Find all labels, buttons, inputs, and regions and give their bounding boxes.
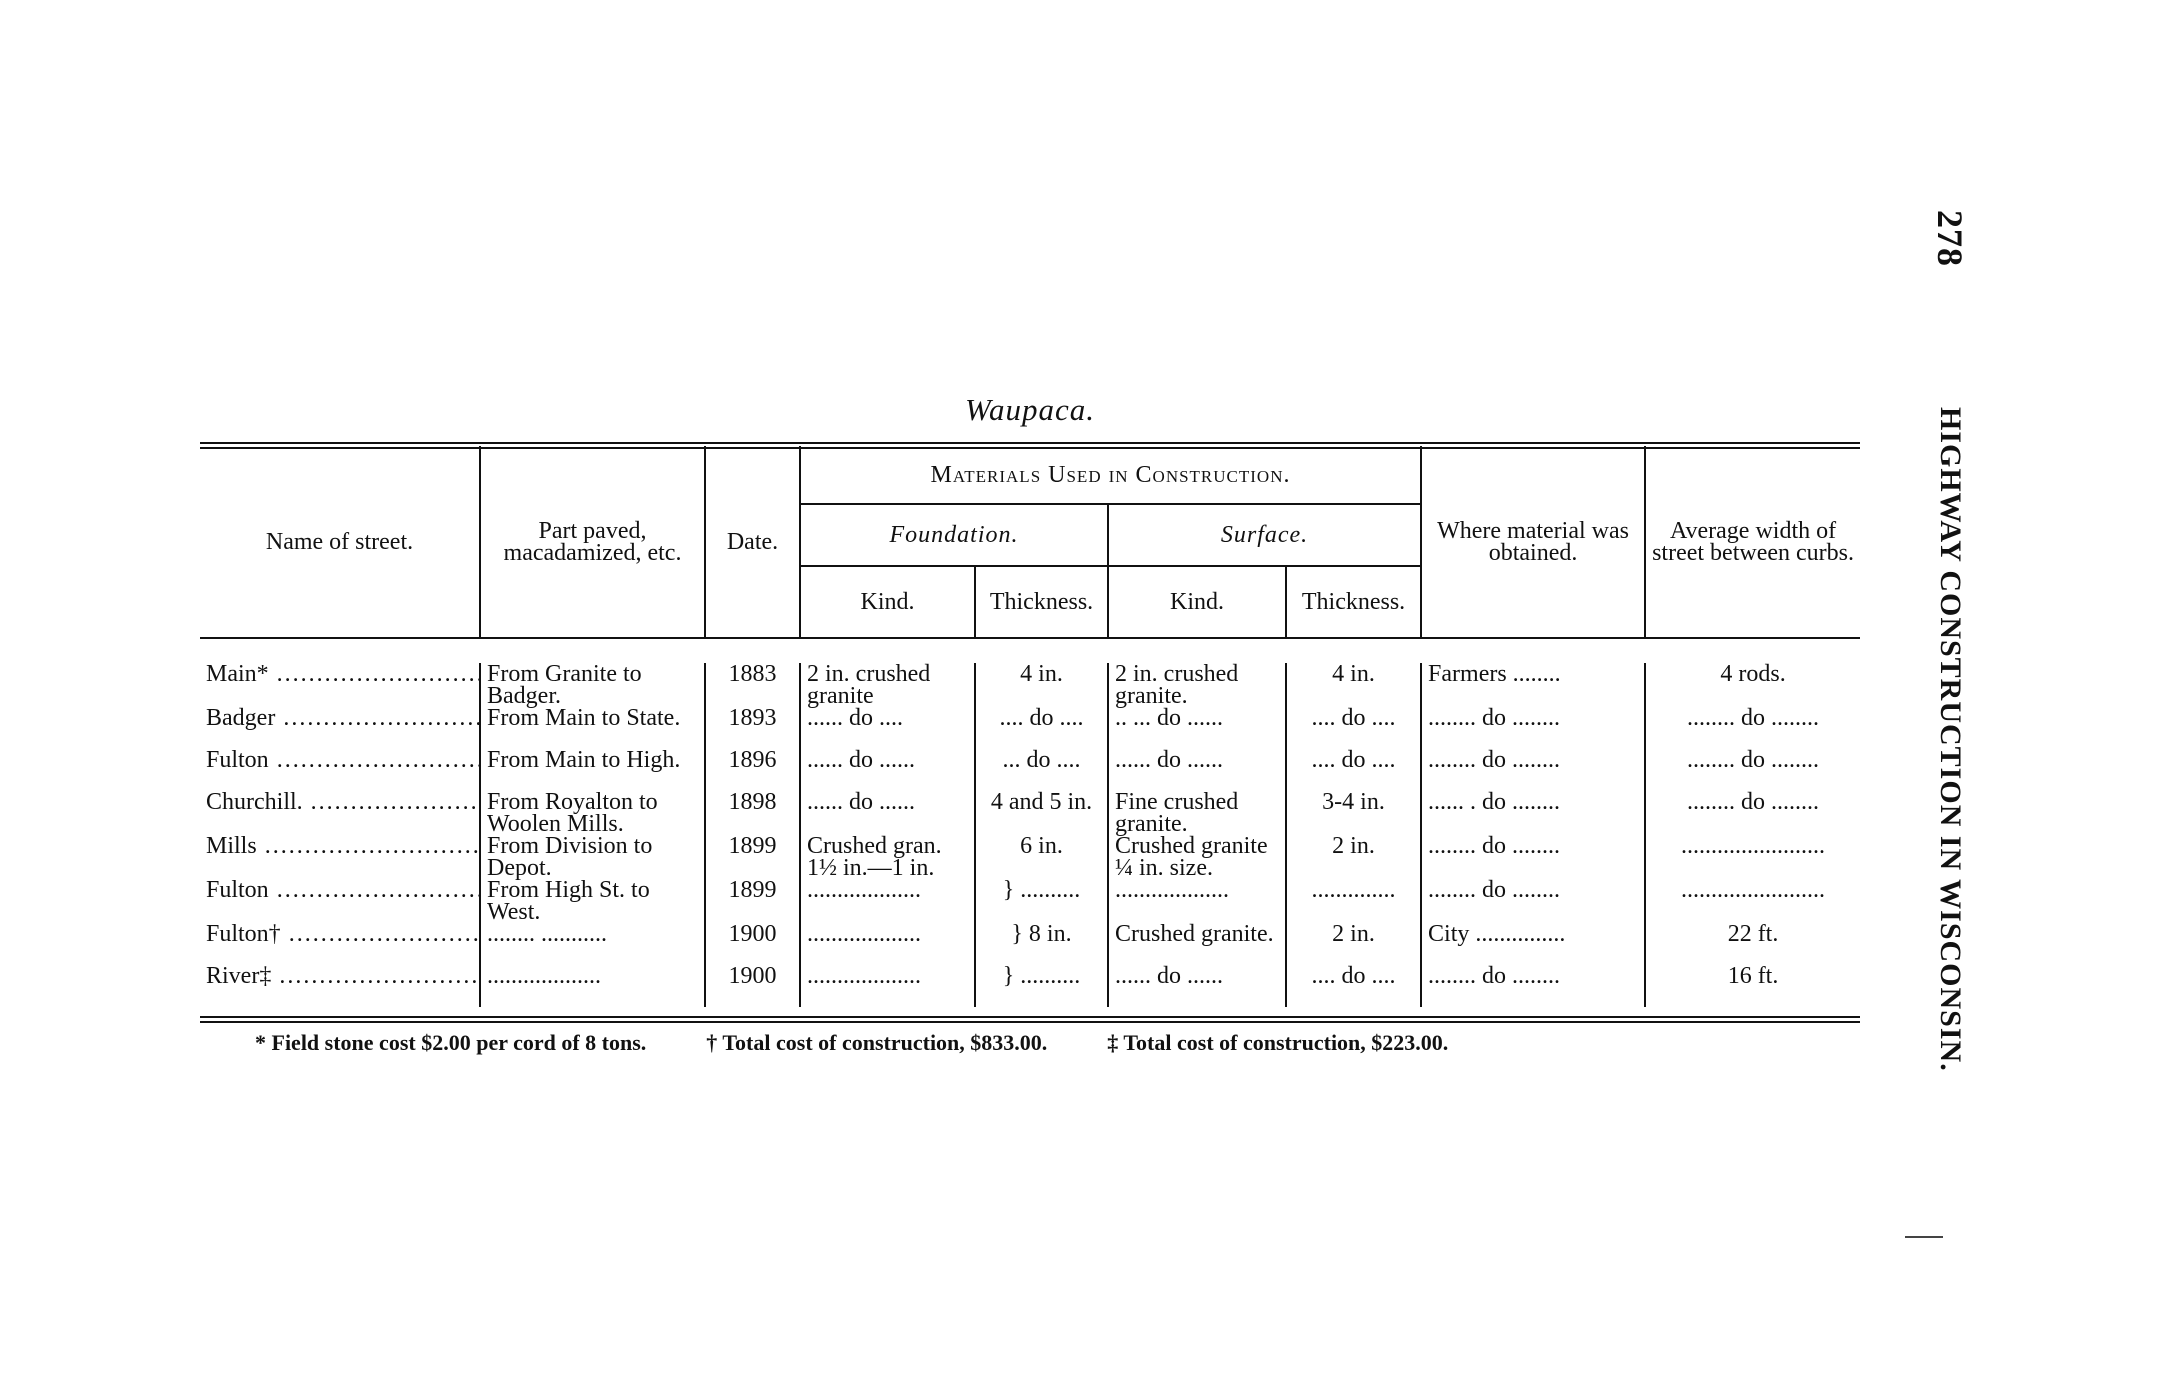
top-rule bbox=[200, 442, 1860, 444]
foundation-kind: 2 in. crushed granite bbox=[800, 663, 975, 707]
footnotes bbox=[255, 1030, 1755, 1056]
street-name: Fulton ..... bbox=[200, 879, 480, 923]
foundation-thickness: } 8 in. bbox=[975, 923, 1108, 965]
street-name: Fulton† ..... bbox=[200, 923, 480, 965]
street-name: Badger ..... bbox=[200, 707, 480, 749]
running-head bbox=[1925, 210, 1975, 1090]
table-row bbox=[200, 791, 1860, 835]
street-name: Main* ..... bbox=[200, 663, 480, 707]
surface-thickness: .... do .... bbox=[1286, 965, 1421, 1007]
surface-kind: ...... do ...... bbox=[1108, 749, 1286, 791]
foundation-kind: ................... bbox=[800, 879, 975, 923]
foundation-kind: ...... do ...... bbox=[800, 791, 975, 835]
foundation-thickness: 4 and 5 in. bbox=[975, 791, 1108, 835]
material-source: ........ do ........ bbox=[1421, 707, 1645, 749]
header-width: Average width of street between curbs. bbox=[1645, 446, 1860, 638]
header-surface: Surface. bbox=[1108, 504, 1421, 566]
material-source: Farmers ........ bbox=[1421, 663, 1645, 707]
table-row bbox=[200, 749, 1860, 791]
part-paved: ........ ........... bbox=[480, 923, 705, 965]
footnote-dagger: † Total cost of construction, $833.00. bbox=[706, 1030, 1048, 1055]
footnote-star: * Field stone cost $2.00 per cord of 8 tons. bbox=[255, 1030, 647, 1055]
average-width: ........................ bbox=[1645, 879, 1860, 923]
part-paved: From Royalton to Woolen Mills. bbox=[480, 791, 705, 835]
surface-thickness: 3-4 in. bbox=[1286, 791, 1421, 835]
material-source: ...... . do ........ bbox=[1421, 791, 1645, 835]
header-surface-kind: Kind. bbox=[1108, 566, 1286, 638]
material-source: ........ do ........ bbox=[1421, 879, 1645, 923]
header-date: Date. bbox=[705, 446, 800, 638]
table-row bbox=[200, 965, 1860, 1007]
table-title: Waupaca. bbox=[965, 392, 1095, 427]
street-name: River‡ ..... bbox=[200, 965, 480, 1007]
part-paved: From Main to State. bbox=[480, 707, 705, 749]
date: 1900 bbox=[705, 923, 800, 965]
part-paved: From Main to High. bbox=[480, 749, 705, 791]
foundation-kind: Crushed gran. 1½ in.—1 in. bbox=[800, 835, 975, 879]
material-source: City ............... bbox=[1421, 923, 1645, 965]
header-surface-thickness: Thickness. bbox=[1286, 566, 1421, 638]
date: 1883 bbox=[705, 663, 800, 707]
table-row bbox=[200, 923, 1860, 965]
material-source: ........ do ........ bbox=[1421, 749, 1645, 791]
street-name: Fulton ..... bbox=[200, 749, 480, 791]
table-wrapper bbox=[200, 446, 1860, 1007]
footnote-double-dagger: ‡ Total cost of construction, $223.00. bbox=[1107, 1030, 1449, 1055]
header-part: Part paved, macadamized, etc. bbox=[480, 446, 705, 638]
surface-kind: .. ... do ...... bbox=[1108, 707, 1286, 749]
header-where: Where material was obtained. bbox=[1421, 446, 1645, 638]
surface-kind: Crushed granite ¼ in. size. bbox=[1108, 835, 1286, 879]
foundation-kind: ................... bbox=[800, 923, 975, 965]
surface-kind: 2 in. crushed granite. bbox=[1108, 663, 1286, 707]
surface-thickness: .............. bbox=[1286, 879, 1421, 923]
header-materials: Materials Used in Construction. bbox=[800, 446, 1421, 504]
table-row bbox=[200, 663, 1860, 707]
average-width: 4 rods. bbox=[1645, 663, 1860, 707]
header-name: Name of street. bbox=[200, 446, 480, 638]
foundation-thickness: .... do .... bbox=[975, 707, 1108, 749]
part-paved: From Granite to Badger. bbox=[480, 663, 705, 707]
surface-thickness: .... do .... bbox=[1286, 707, 1421, 749]
average-width: 22 ft. bbox=[1645, 923, 1860, 965]
foundation-kind: ...... do .... bbox=[800, 707, 975, 749]
surface-thickness: 4 in. bbox=[1286, 663, 1421, 707]
header-foundation: Foundation. bbox=[800, 504, 1108, 566]
surface-thickness: 2 in. bbox=[1286, 835, 1421, 879]
table-row bbox=[200, 707, 1860, 749]
surface-kind: ...... do ...... bbox=[1108, 965, 1286, 1007]
surface-thickness: 2 in. bbox=[1286, 923, 1421, 965]
date: 1898 bbox=[705, 791, 800, 835]
material-source: ........ do ........ bbox=[1421, 835, 1645, 879]
page-number: 278 bbox=[1930, 210, 1970, 267]
foundation-kind: ...... do ...... bbox=[800, 749, 975, 791]
scan-mark bbox=[1905, 1236, 1943, 1238]
average-width: ........ do ........ bbox=[1645, 791, 1860, 835]
bottom-rule bbox=[200, 1016, 1860, 1018]
header-foundation-thickness: Thickness. bbox=[975, 566, 1108, 638]
average-width: ........ do ........ bbox=[1645, 707, 1860, 749]
surface-kind: Crushed granite. bbox=[1108, 923, 1286, 965]
street-table bbox=[200, 446, 1860, 1007]
material-source: ........ do ........ bbox=[1421, 965, 1645, 1007]
date: 1900 bbox=[705, 965, 800, 1007]
part-paved: ................... bbox=[480, 965, 705, 1007]
surface-kind: ................... bbox=[1108, 879, 1286, 923]
bottom-rule-2 bbox=[200, 1021, 1860, 1023]
running-head-text: HIGHWAY CONSTRUCTION IN WISCONSIN. bbox=[1934, 407, 1967, 1072]
date: 1899 bbox=[705, 879, 800, 923]
table-row bbox=[200, 835, 1860, 879]
surface-thickness: .... do .... bbox=[1286, 749, 1421, 791]
date: 1893 bbox=[705, 707, 800, 749]
foundation-thickness: 4 in. bbox=[975, 663, 1108, 707]
street-name: Churchill. ..... bbox=[200, 791, 480, 835]
average-width: ........................ bbox=[1645, 835, 1860, 879]
surface-kind: Fine crushed granite. bbox=[1108, 791, 1286, 835]
table-row bbox=[200, 879, 1860, 923]
foundation-thickness: ... do .... bbox=[975, 749, 1108, 791]
average-width: 16 ft. bbox=[1645, 965, 1860, 1007]
part-paved: From High St. to West. bbox=[480, 879, 705, 923]
street-name: Mills ..... bbox=[200, 835, 480, 879]
foundation-thickness: } .......... bbox=[975, 879, 1108, 923]
header-foundation-kind: Kind. bbox=[800, 566, 975, 638]
part-paved: From Division to Depot. bbox=[480, 835, 705, 879]
foundation-thickness: 6 in. bbox=[975, 835, 1108, 879]
foundation-thickness: } .......... bbox=[975, 965, 1108, 1007]
date: 1899 bbox=[705, 835, 800, 879]
average-width: ........ do ........ bbox=[1645, 749, 1860, 791]
date: 1896 bbox=[705, 749, 800, 791]
foundation-kind: ................... bbox=[800, 965, 975, 1007]
